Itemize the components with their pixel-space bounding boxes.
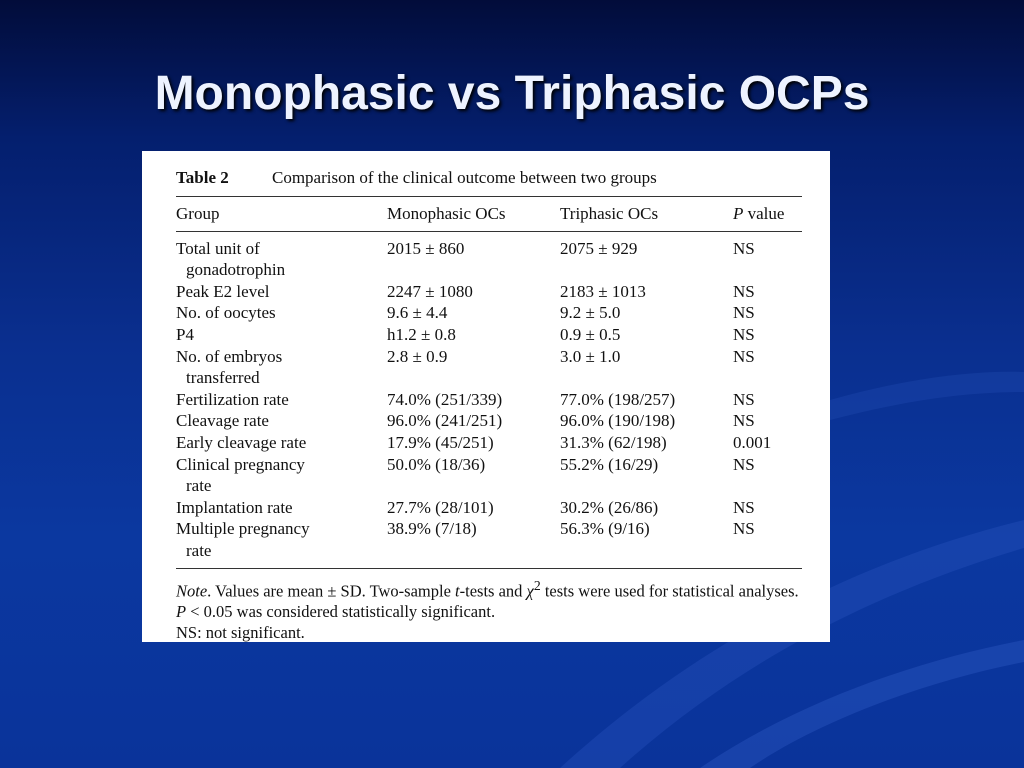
note-chi: χ [526, 581, 534, 600]
group-name: Multiple pregnancy [176, 519, 310, 539]
group-name: P4 [176, 324, 194, 344]
group-name: Fertilization rate [176, 389, 289, 409]
cell-triphasic: 96.0% (190/198) [560, 411, 676, 431]
cell-p-value: NS [733, 389, 755, 409]
table-image-panel [142, 151, 830, 642]
table-row [176, 281, 802, 303]
header-triphasic: Triphasic OCs [560, 197, 733, 231]
table-row [176, 302, 802, 324]
cell-triphasic: 31.3% (62/198) [560, 432, 667, 452]
group-name: Clinical pregnancy [176, 454, 305, 474]
cell-group [176, 389, 387, 411]
cell-group [176, 302, 387, 324]
note-label: Note [176, 581, 208, 600]
cell-p-value: NS [733, 411, 755, 431]
note-line-3: NS: not significant. [176, 623, 305, 642]
cell-p-value: NS [733, 346, 755, 366]
cell-group [176, 410, 387, 432]
cell-monophasic: 2.8 ± 0.9 [387, 346, 448, 366]
table-row [176, 231, 802, 281]
cell-group [176, 432, 387, 454]
cell-triphasic: 56.3% (9/16) [560, 519, 650, 539]
cell-monophasic: 17.9% (45/251) [387, 432, 494, 452]
cell-triphasic: 9.2 ± 5.0 [560, 303, 621, 323]
group-name: No. of embryos [176, 346, 283, 366]
cell-p-value: NS [733, 519, 755, 539]
table-caption [176, 167, 802, 197]
table-body [176, 231, 802, 567]
cell-monophasic: 50.0% (18/36) [387, 454, 486, 474]
cell-monophasic: 96.0% (241/251) [387, 411, 503, 431]
cell-monophasic: 9.6 ± 4.4 [387, 303, 448, 323]
table-row [176, 432, 802, 454]
cell-p-value: NS [733, 324, 755, 344]
group-name: Peak E2 level [176, 281, 270, 301]
note-text-3: tests were used for statistical analyses. [540, 581, 799, 600]
note-text-4: < 0.05 was considered statistically significant. [186, 602, 496, 621]
group-name: Implantation rate [176, 497, 293, 517]
cell-triphasic: 55.2% (16/29) [560, 454, 659, 474]
cell-group [176, 324, 387, 346]
header-p-value [733, 197, 802, 231]
cell-monophasic: h1.2 ± 0.8 [387, 324, 456, 344]
table-number: Table 2 [176, 168, 229, 187]
table-row [176, 324, 802, 346]
cell-p-value: NS [733, 281, 755, 301]
cell-triphasic: 0.9 ± 0.5 [560, 324, 621, 344]
header-p-italic: P [733, 204, 744, 223]
note-text-2: -tests and [459, 581, 527, 600]
note-p: P [176, 602, 187, 621]
cell-triphasic: 3.0 ± 1.0 [560, 346, 621, 366]
header-group: Group [176, 197, 387, 231]
cell-monophasic: 2247 ± 1080 [387, 281, 473, 301]
cell-triphasic: 77.0% (198/257) [560, 389, 676, 409]
cell-triphasic: 2183 ± 1013 [560, 281, 646, 301]
table-row [176, 454, 802, 497]
header-p-rest: value [743, 204, 785, 223]
table-row [176, 410, 802, 432]
comparison-table [176, 197, 802, 568]
cell-monophasic: 38.9% (7/18) [387, 519, 477, 539]
cell-monophasic: 2015 ± 860 [387, 238, 465, 258]
cell-p-value: NS [733, 454, 755, 474]
group-name-continuation: transferred [186, 368, 260, 388]
cell-p-value: NS [733, 497, 755, 517]
cell-group [176, 518, 387, 567]
group-name: Total unit of [176, 238, 260, 258]
cell-triphasic: 30.2% (26/86) [560, 497, 659, 517]
group-name-continuation: rate [186, 476, 212, 496]
cell-p-value: NS [733, 303, 755, 323]
header-monophasic: Monophasic OCs [387, 197, 560, 231]
cell-monophasic: 27.7% (28/101) [387, 497, 494, 517]
table-row [176, 497, 802, 519]
note-t: t [455, 581, 460, 600]
group-name-continuation: rate [186, 540, 212, 560]
cell-monophasic: 74.0% (251/339) [387, 389, 503, 409]
slide-title: Monophasic vs Triphasic OCPs [154, 67, 870, 120]
cell-group [176, 497, 387, 519]
table-row [176, 389, 802, 411]
cell-p-value: NS [733, 238, 755, 258]
note-text-1: . Values are mean ± SD. Two-sample [207, 581, 456, 600]
cell-p-value: 0.001 [733, 432, 772, 452]
cell-group [176, 281, 387, 303]
cell-group [176, 346, 387, 389]
cell-group [176, 454, 387, 497]
cell-triphasic: 2075 ± 929 [560, 238, 638, 258]
table-row [176, 518, 802, 567]
group-name: Cleavage rate [176, 411, 269, 431]
table-caption-text: Comparison of the clinical outcome between two groups [272, 168, 657, 187]
group-name: Early cleavage rate [176, 432, 307, 452]
group-name: No. of oocytes [176, 303, 276, 323]
table-row [176, 346, 802, 389]
group-name-continuation: gonadotrophin [186, 260, 286, 280]
table-header-row [176, 197, 802, 231]
table-note [176, 569, 802, 644]
cell-group [176, 231, 387, 281]
note-chi-superscript: 2 [533, 577, 541, 593]
